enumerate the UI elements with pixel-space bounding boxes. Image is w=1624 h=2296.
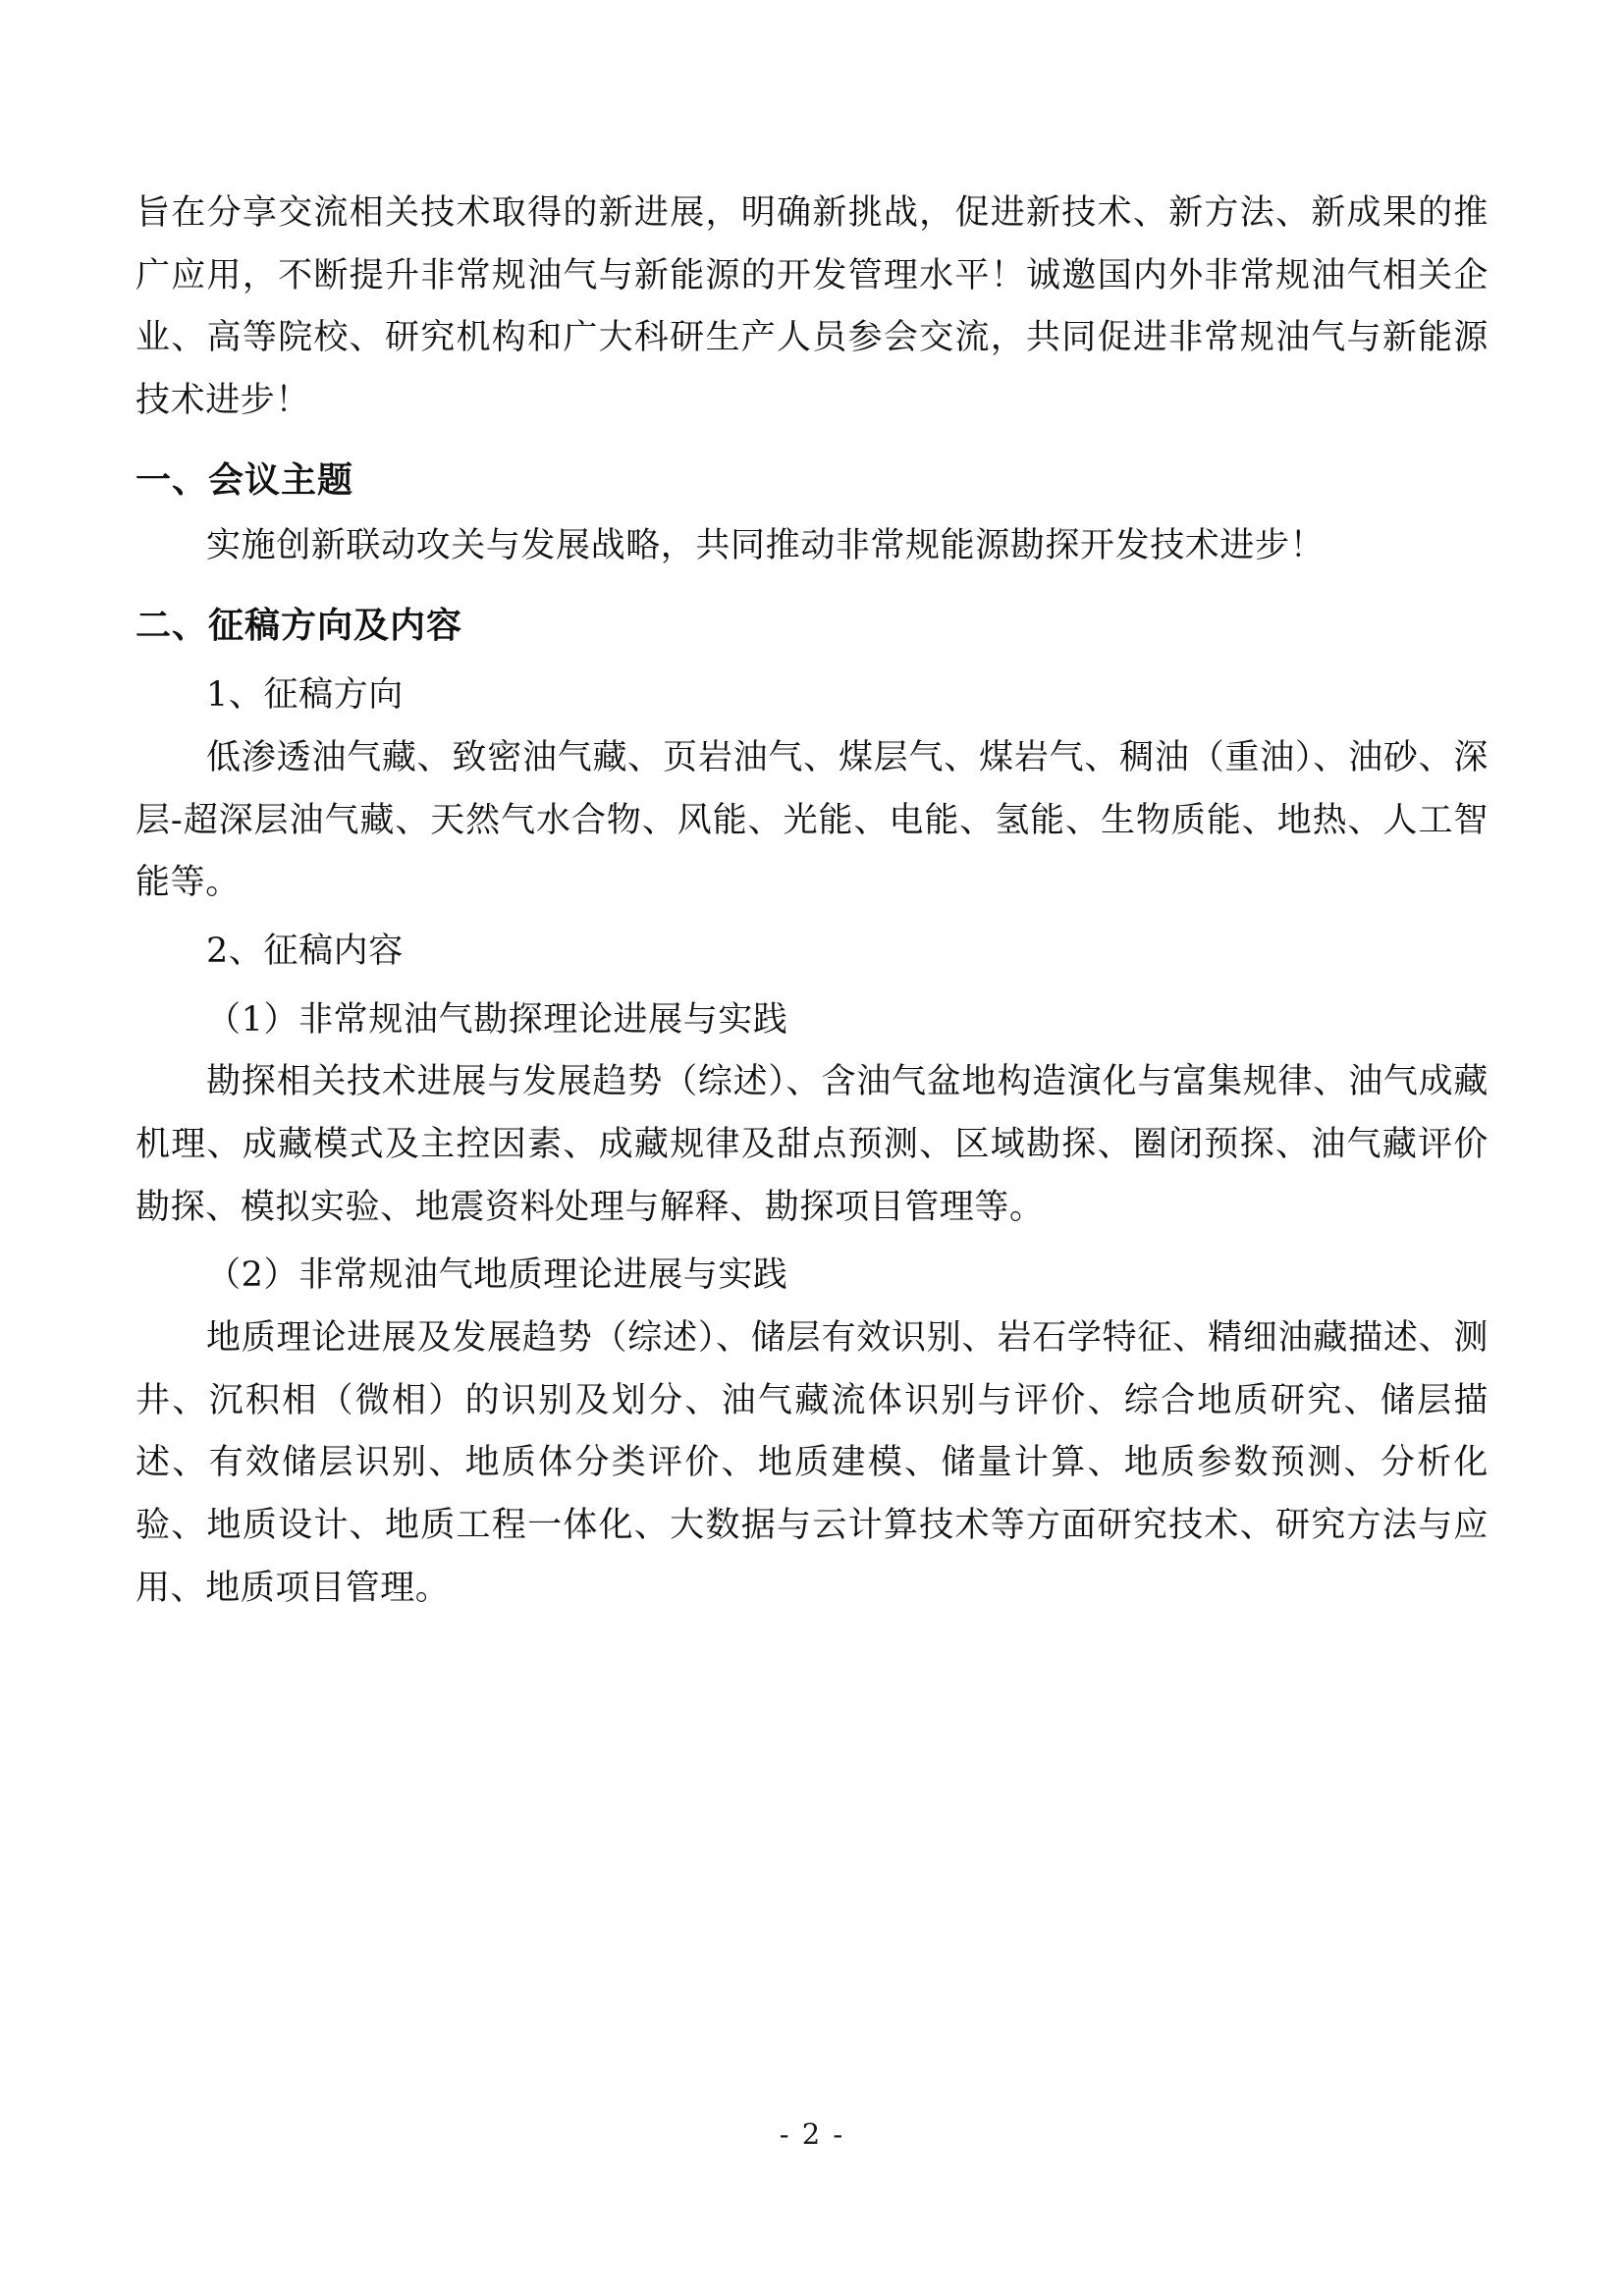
subsection-heading-2-1: 1、征稿方向: [206, 675, 404, 716]
subsection-heading-2-2: 2、征稿内容: [206, 931, 404, 971]
list-item-1-title: （1）非常规油气勘探理论进展与实践: [206, 999, 788, 1040]
list-item-1-paragraph: 勘探相关技术进展与发展趋势（综述）、含油气盆地构造演化与富集规律、油气成藏机理、成藏模式及主控因素、成藏规律及甜点预测、区域勘探、圈闭预探、油气藏评价勘探、模拟实验、地震资料处理与解释、勘探项目管理等。: [135, 1062, 1489, 1227]
section-heading-2: 二、征稿方向及内容: [135, 604, 463, 646]
intro-paragraph: 旨在分享交流相关技术取得的新进展，明确新挑战，促进新技术、新方法、新成果的推广应用，不断提升非常规油气与新能源的开发管理水平！诚邀国内外非常规油气相关企业、高等院校、研究机构和广大科研生产人员参会交流，共同促进非常规油气与新能源技术进步！: [135, 193, 1489, 421]
document-body: [135, 183, 1489, 1621]
section-heading-1: 一、会议主题: [135, 458, 354, 501]
list-item-2-paragraph: 地质理论进展及发展趋势（综述）、储层有效识别、岩石学特征、精细油藏描述、测井、沉积相（微相）的识别及划分、油气藏流体识别与评价、综合地质研究、储层描述、有效储层识别、地质体分类评价、地质建模、储量计算、地质参数预测、分析化验、地质设计、地质工程一体化、大数据与云计算技术等方面研究技术、研究方法与应用、地质项目管理。: [135, 1318, 1489, 1608]
page-number: - 2 -: [779, 2117, 845, 2151]
section-1-paragraph: 实施创新联动攻关与发展战略，共同推动非常规能源勘探开发技术进步！: [206, 526, 1326, 566]
subsection-2-1-paragraph: 低渗透油气藏、致密油气藏、页岩油气、煤层气、煤岩气、稠油（重油）、油砂、深层-超深层油气藏、天然气水合物、风能、光能、电能、氢能、生物质能、地热、人工智能等。: [135, 737, 1489, 903]
list-item-2-title: （2）非常规油气地质理论进展与实践: [206, 1255, 788, 1296]
